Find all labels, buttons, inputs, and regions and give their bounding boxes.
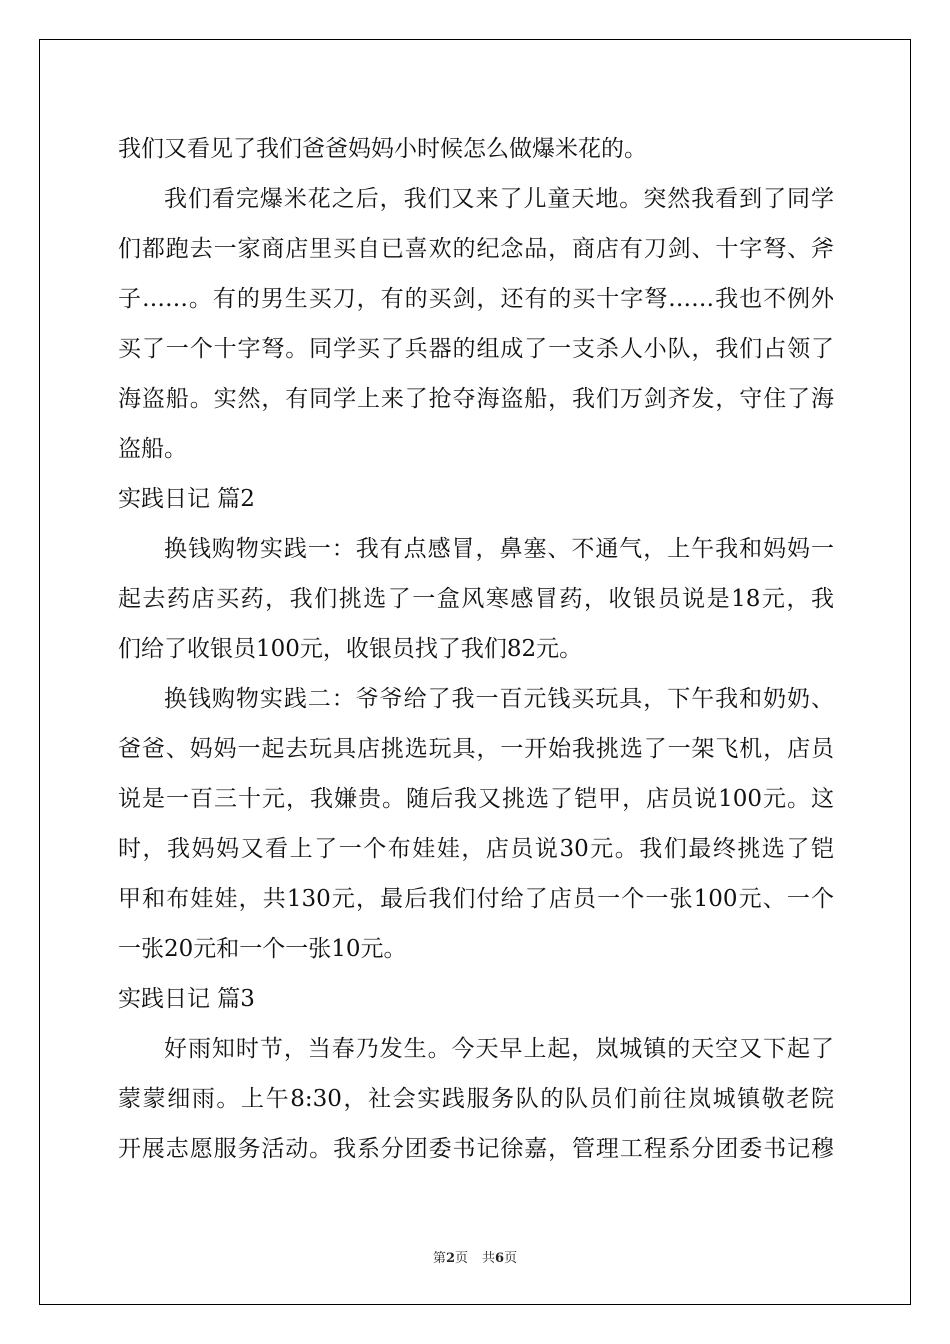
page-number: 2 xyxy=(445,1251,455,1266)
text-line: 们给了收银员100元，收银员找了我们82元。 xyxy=(118,636,583,662)
text-line: 实践日记 篇3 xyxy=(118,986,255,1012)
text-line: 换钱购物实践一：我有点感冒，鼻塞、不通气，上午我和妈妈一 xyxy=(164,536,834,562)
text-line: 甲和布娃娃，共130元，最后我们付给了店员一个一张100元、一个 xyxy=(118,886,834,912)
text-line: 买了一个十字弩。同学买了兵器的组成了一支杀人小队，我们占领了 xyxy=(118,336,834,362)
text-line: 好雨知时节，当春乃发生。今天早上起，岚城镇的天空又下起了 xyxy=(164,1036,834,1062)
text-line: 海盗船。实然，有同学上来了抢夺海盗船，我们万剑齐发，守住了海 xyxy=(118,386,834,412)
text-line: 开展志愿服务活动。我系分团委书记徐嘉，管理工程系分团委书记穆 xyxy=(118,1136,834,1162)
text-line: 时，我妈妈又看上了一个布娃娃，店员说30元。我们最终挑选了铠 xyxy=(118,836,834,862)
total-pages: 6 xyxy=(495,1251,505,1266)
text-line: 蒙蒙细雨。上午8:30，社会实践服务队的队员们前往岚城镇敬老院 xyxy=(118,1086,834,1112)
text-line: 我们又看见了我们爸爸妈妈小时候怎么做爆米花的。 xyxy=(118,136,647,162)
text-line: 爸爸、妈妈一起去玩具店挑选玩具，一开始我挑选了一架飞机，店员 xyxy=(118,736,834,762)
text-line: 起去药店买药，我们挑选了一盒风寒感冒药，收银员说是18元，我 xyxy=(118,586,834,612)
page-footer xyxy=(0,1247,950,1266)
document-body xyxy=(118,124,834,1174)
text-line: 盗船。 xyxy=(118,436,187,462)
text-line: 一张20元和一个一张10元。 xyxy=(118,936,407,962)
total-label-suffix: 页 xyxy=(504,1251,518,1266)
text-line: 子……。有的男生买刀，有的买剑，还有的买十字弩……我也不例外 xyxy=(118,286,834,312)
text-line: 我们看完爆米花之后，我们又来了儿童天地。突然我看到了同学 xyxy=(164,186,834,212)
text-line: 说是一百三十元，我嫌贵。随后我又挑选了铠甲，店员说100元。这 xyxy=(118,786,834,812)
text-line: 换钱购物实践二：爷爷给了我一百元钱买玩具，下午我和奶奶、 xyxy=(164,686,834,712)
page-label-suffix: 页 xyxy=(454,1251,468,1266)
text-line: 们都跑去一家商店里买自已喜欢的纪念品，商店有刀剑、十字弩、斧 xyxy=(118,236,834,262)
total-label-prefix: 共 xyxy=(482,1251,496,1266)
text-line: 实践日记 篇2 xyxy=(118,486,255,512)
page-label-prefix: 第 xyxy=(432,1251,446,1266)
